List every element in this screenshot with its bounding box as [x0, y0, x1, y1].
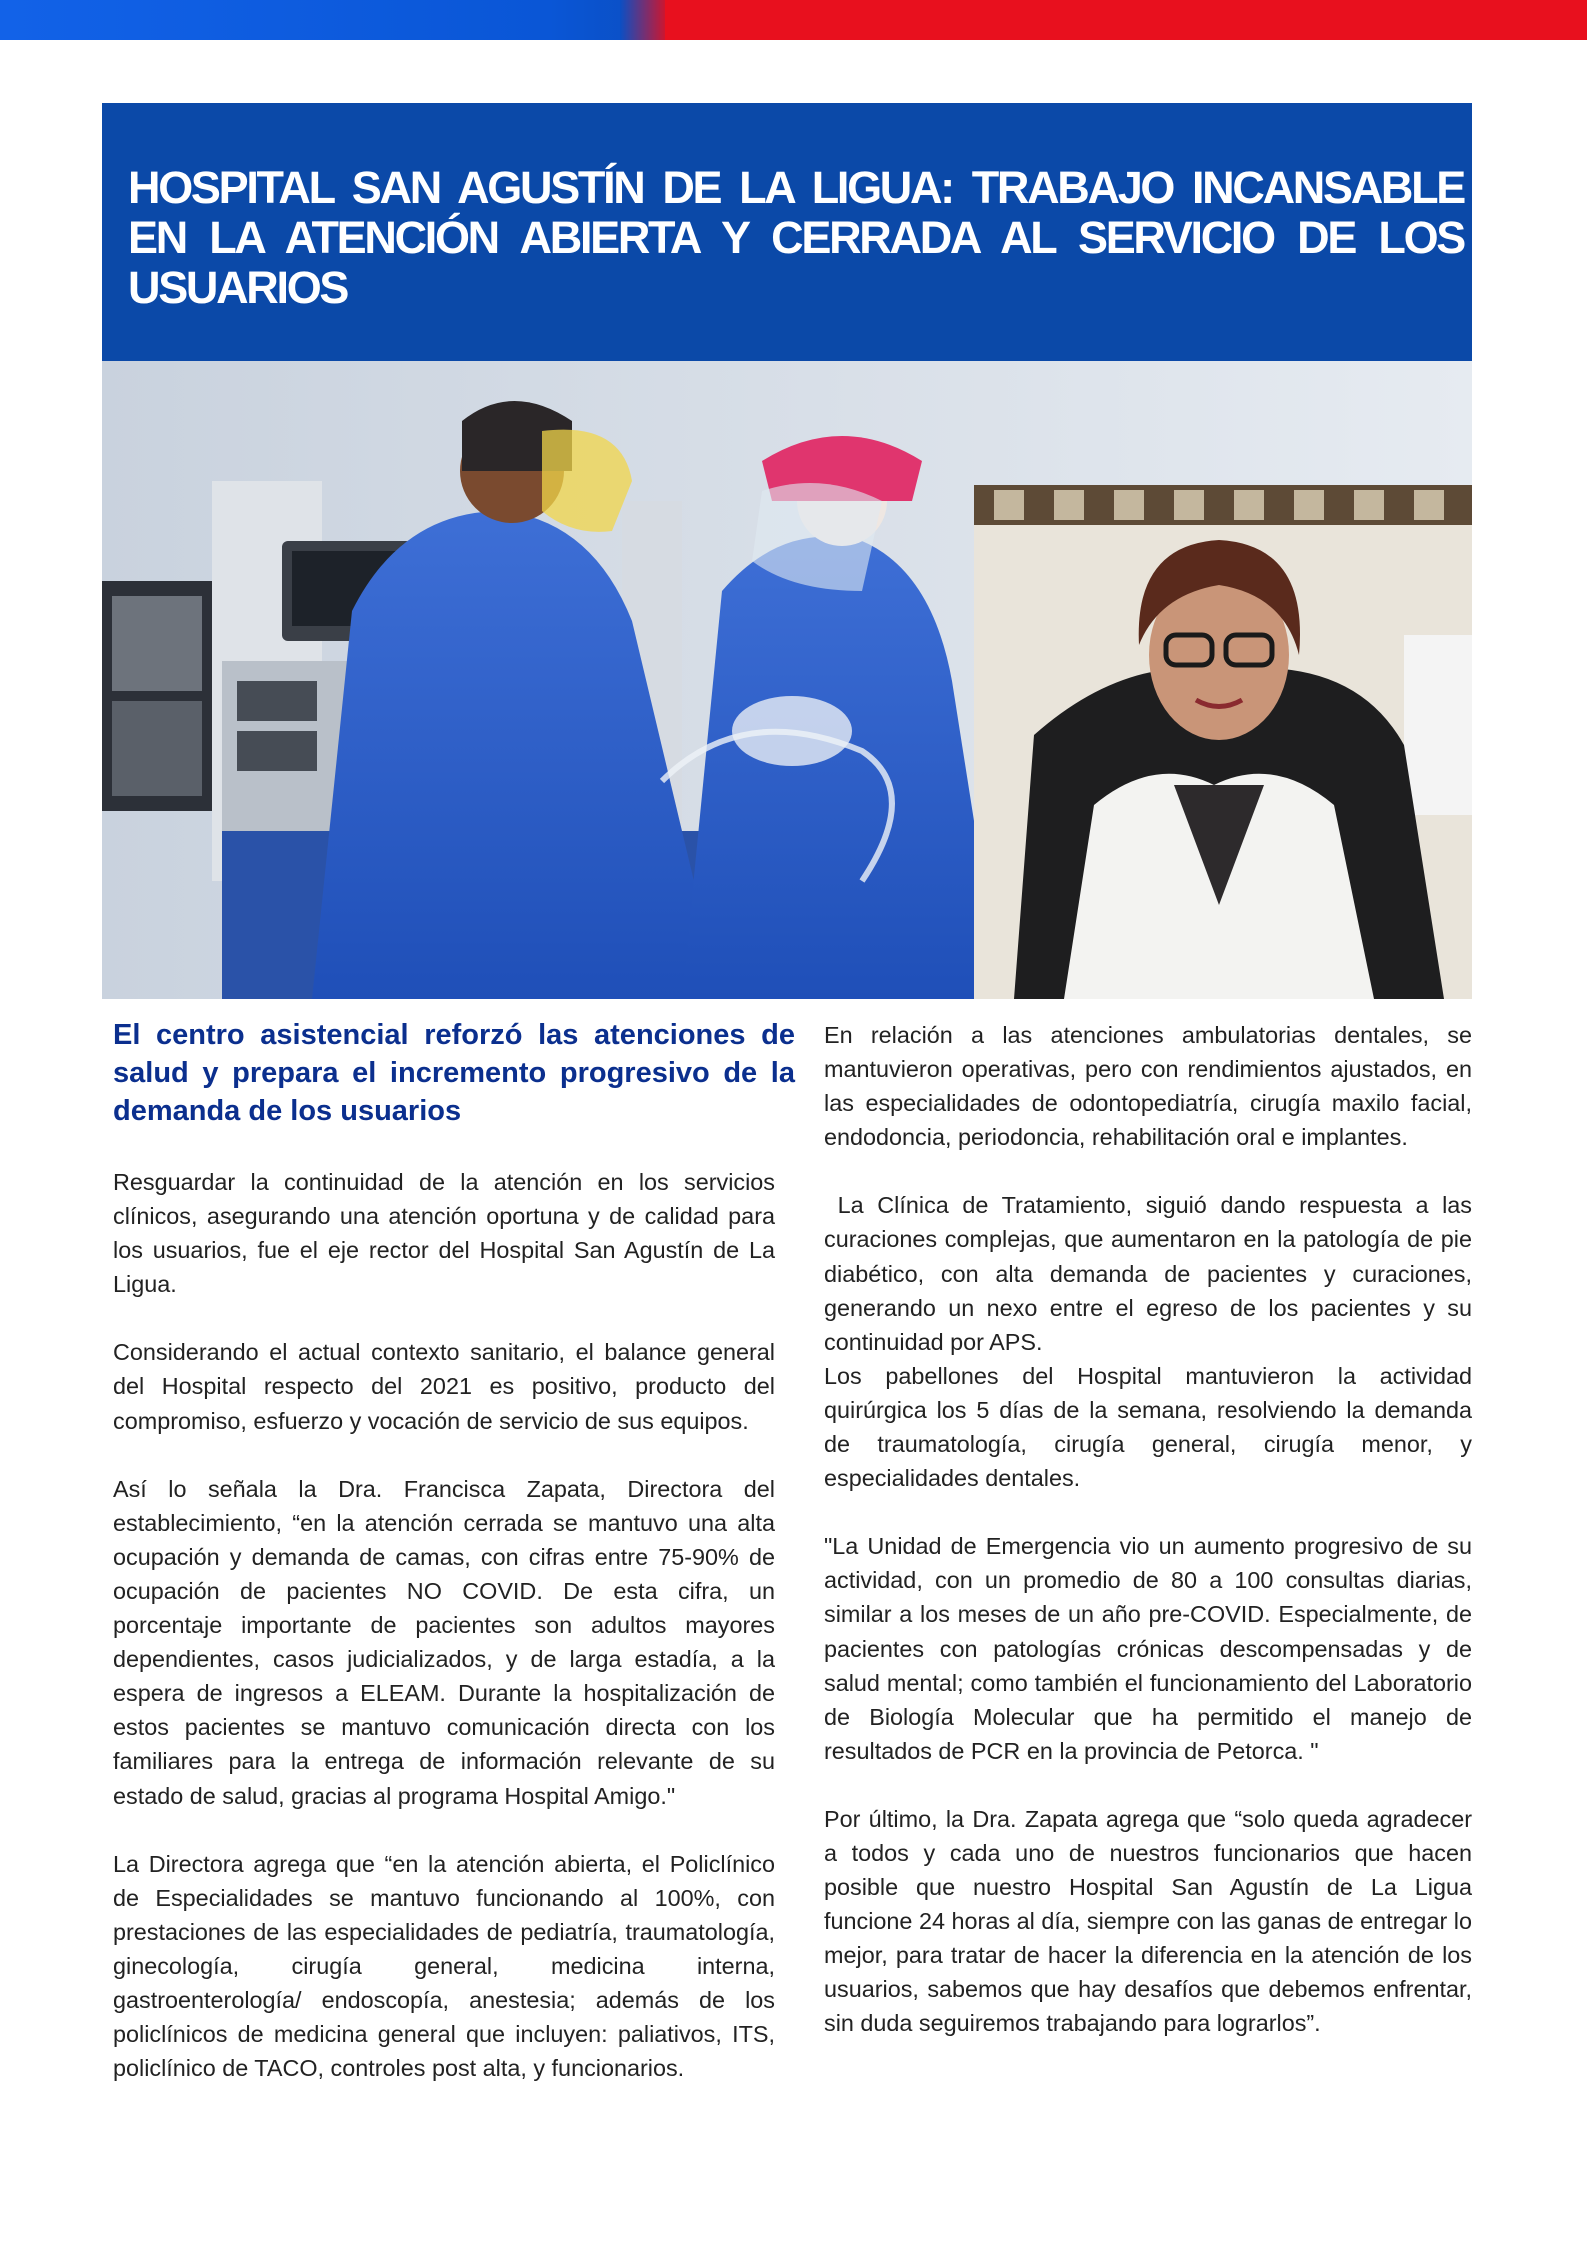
paragraph: La Directora agrega que “en la atención abierta, el Policlínico de Especialidades se mantuvo funcionando al 100%, con prestaciones de las especialidades de pediatría, traumatología, ginecología, cirugía general, medicina interna, gastroenterología/ endoscopía, anestesia; además de los policlínicos de medicina general que incluyen: paliativos, ITS, policlínico de TACO, controles post alta, y funcionarios.	[113, 1850, 775, 2082]
article-right-column	[824, 1018, 1479, 2075]
page-title: HOSPITAL SAN AGUSTÍN DE LA LIGUA: TRABAJO INCANSABLE EN LA ATENCIÓN ABIERTA Y CERRADA AL SERVICIO DE LOS USUARIOS	[128, 162, 1464, 313]
paragraph: La Clínica de Tratamiento, siguió dando respuesta a las curaciones complejas, que aumentaron en la patología de pie diabético, con alta demanda de pacientes y curaciones, generando un nexo entre el egreso de los pacientes y su continuidad por APS.	[824, 1192, 1479, 1355]
article-subheadline: El centro asistencial reforzó las atenciones de salud y prepara el incremento progresivo de la demanda de los usuarios	[113, 1019, 795, 1127]
top-bar-red-segment	[665, 0, 1587, 40]
article-left-column	[113, 1165, 775, 2119]
paragraph: Considerando el actual contexto sanitario, el balance general del Hospital respecto del 2021 es positivo, producto del compromiso, esfuerzo y vocación de servicio de sus equipos.	[113, 1339, 775, 1434]
title-banner	[102, 103, 1472, 361]
top-bar-blue-segment	[0, 0, 645, 40]
paragraph: "La Unidad de Emergencia vio un aumento progresivo de su actividad, con un promedio de 80 a 100 consultas diarias, similar a los meses de un año pre-COVID. Especialmente, de pacientes con patologías crónicas descompensadas y de salud mental; como también el funcionamiento del Laboratorio de Biología Molecular que ha permitido el manejo de resultados de PCR en la provincia de Petorca. "	[824, 1533, 1472, 1764]
paragraph: En relación a las atenciones ambulatorias dentales, se mantuvieron operativas, pero con rendimientos ajustados, en las especialidades de odontopediatría, cirugía maxilo facial, endodoncia, periodoncia, rehabilitación oral e implantes.	[824, 1022, 1472, 1151]
paragraph: Así lo señala la Dra. Francisca Zapata, Directora del establecimiento, “en la atención cerrada se mantuvo una alta ocupación y demanda de camas, con cifras entre 75-90% de ocupación de pacientes NO COVID. De esta cifra, un porcentaje importante de pacientes son adultos mayores dependientes, casos judicializados, y de larga estadía, a la espera de ingresos a ELEAM. Durante la hospitalización de estos pacientes se mantuvo comunicación directa con los familiares para la entrega de información relevante de su estado de salud, gracias al programa Hospital Amigo."	[113, 1475, 775, 1809]
paragraph: Resguardar la continuidad de la atención en los servicios clínicos, asegurando una atención oportuna y de calidad para los usuarios, fue el eje rector del Hospital San Agustín de La Ligua.	[113, 1169, 775, 1298]
paragraph: Los pabellones del Hospital mantuvieron la actividad quirúrgica los 5 días de la semana, resolviendo la demanda de traumatología, cirugía general, cirugía menor, y especialidades dentales.	[824, 1362, 1472, 1492]
top-bar-gradient-segment	[620, 0, 670, 40]
paragraph: Por último, la Dra. Zapata agrega que “solo queda agradecer a todos y cada uno de nuestros funcionarios que hacen posible que nuestro Hospital San Agustín de La Ligua funcione 24 horas al día, siempre con las ganas de entregar lo mejor, para tratar de hacer la diferencia en la atención de los usuarios, sabemos que hay desafíos que debemos enfrentar, sin duda seguiremos trabajando para lograrlos”.	[824, 1805, 1472, 2037]
director-portrait-photo	[974, 485, 1472, 999]
top-color-bar	[0, 0, 1587, 40]
